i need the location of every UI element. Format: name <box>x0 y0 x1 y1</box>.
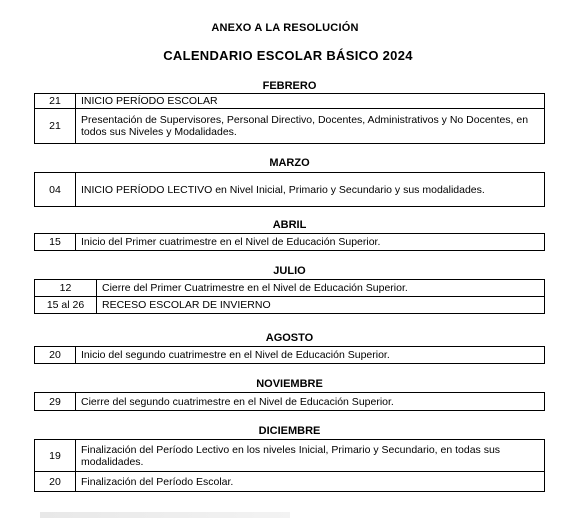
month-table-noviembre <box>34 392 545 411</box>
event-description: Inicio del segundo cuatrimestre en el Nivel de Educación Superior. <box>76 347 545 364</box>
event-description: RECESO ESCOLAR DE INVIERNO <box>97 297 545 314</box>
table-row <box>35 347 545 364</box>
table-row <box>35 280 545 297</box>
event-description: Presentación de Supervisores, Personal Directivo, Docentes, Administrativos y No Docentes, en todos sus Niveles y Modalidades. <box>76 109 545 144</box>
event-day: 19 <box>35 440 76 472</box>
event-day: 15 al 26 <box>35 297 97 314</box>
month-heading-noviembre: NOVIEMBRE <box>256 378 323 390</box>
table-row <box>35 94 545 109</box>
month-heading-julio: JULIO <box>273 265 306 277</box>
month-heading-agosto: AGOSTO <box>265 332 314 344</box>
month-heading-abril: ABRIL <box>272 219 307 231</box>
month-table-marzo <box>34 172 545 207</box>
faded-footer-line <box>40 512 290 518</box>
table-row <box>35 109 545 144</box>
event-day: 29 <box>35 393 76 411</box>
month-table-julio <box>34 279 545 314</box>
event-day: 21 <box>35 109 76 144</box>
month-heading-marzo: MARZO <box>269 157 310 169</box>
event-day: 20 <box>35 347 76 364</box>
month-table-febrero <box>34 93 545 144</box>
event-day: 20 <box>35 472 76 492</box>
table-row <box>35 234 545 251</box>
table-row <box>35 393 545 411</box>
event-description: Inicio del Primer cuatrimestre en el Nivel de Educación Superior. <box>76 234 545 251</box>
event-description: Finalización del Período Escolar. <box>76 472 545 492</box>
event-description: Cierre del segundo cuatrimestre en el Nivel de Educación Superior. <box>76 393 545 411</box>
event-day: 04 <box>35 173 76 207</box>
event-description: Finalización del Período Lectivo en los niveles Inicial, Primario y Secundario, en todas sus modalidades. <box>76 440 545 472</box>
table-row <box>35 173 545 207</box>
event-day: 15 <box>35 234 76 251</box>
table-row <box>35 440 545 472</box>
event-description: INICIO PERÍODO ESCOLAR <box>76 94 545 109</box>
page-title: CALENDARIO ESCOLAR BÁSICO 2024 <box>163 48 413 63</box>
annex-heading: ANEXO A LA RESOLUCIÓN <box>211 22 359 34</box>
event-description: Cierre del Primer Cuatrimestre en el Nivel de Educación Superior. <box>97 280 545 297</box>
event-day: 12 <box>35 280 97 297</box>
month-table-diciembre <box>34 439 545 492</box>
month-table-abril <box>34 233 545 251</box>
month-heading-febrero: FEBRERO <box>262 80 317 92</box>
event-description: INICIO PERÍODO LECTIVO en Nivel Inicial, Primario y Secundario y sus modalidades. <box>76 173 545 207</box>
table-row <box>35 297 545 314</box>
event-day: 21 <box>35 94 76 109</box>
month-table-agosto <box>34 346 545 364</box>
table-row <box>35 472 545 492</box>
month-heading-diciembre: DICIEMBRE <box>258 425 321 437</box>
